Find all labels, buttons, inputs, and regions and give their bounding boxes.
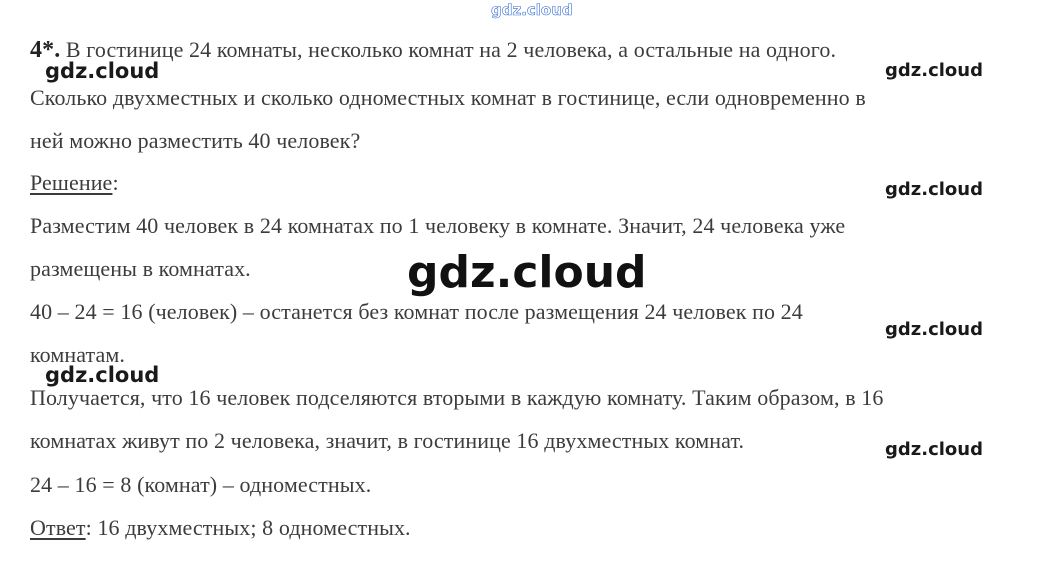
- watermark-top: gdz.cloud: [491, 1, 573, 19]
- watermark-right-3: gdz.cloud: [885, 319, 983, 340]
- answer-text: : 16 двухместных; 8 одноместных.: [85, 515, 411, 540]
- solution-heading-label: Решение: [30, 170, 113, 195]
- problem-text-1: В гостинице 24 комнаты, несколько комнат на 2 человека, а остальные на одного.: [60, 37, 837, 62]
- watermark-left-2: gdz.cloud: [45, 363, 160, 387]
- problem-number: 4*.: [30, 37, 61, 63]
- watermark-center: gdz.cloud: [407, 247, 647, 298]
- problem-line-3: ней можно разместить 40 человек?: [30, 128, 361, 153]
- answer-label: Ответ: [30, 515, 86, 540]
- solution-heading: [30, 170, 119, 196]
- solution-line-5: Получается, что 16 человек подселяются вторыми в каждую комнату. Таким образом, в 16: [30, 385, 884, 410]
- solution-heading-colon: :: [112, 170, 119, 195]
- watermark-right-4: gdz.cloud: [885, 439, 983, 460]
- watermark-left-1: gdz.cloud: [45, 59, 160, 83]
- solution-line-1: Разместим 40 человек в 24 комнатах по 1 человеку в комнате. Значит, 24 человека уже: [30, 213, 846, 238]
- answer-line: [30, 515, 411, 541]
- solution-line-2: размещены в комнатах.: [30, 256, 251, 281]
- watermark-right-2: gdz.cloud: [885, 179, 983, 200]
- watermark-right-1: gdz.cloud: [885, 60, 983, 81]
- problem-line-2: Сколько двухместных и сколько одноместных комнат в гостинице, если одновременно в: [30, 85, 866, 110]
- solution-line-7: 24 – 16 = 8 (комнат) – одноместных.: [30, 472, 372, 497]
- solution-line-3: 40 – 24 = 16 (человек) – останется без комнат после размещения 24 человек по 24: [30, 299, 803, 324]
- solution-line-6: комнатах живут по 2 человека, значит, в гостинице 16 двухместных комнат.: [30, 428, 745, 453]
- solution-line-4: комнатам.: [30, 342, 126, 367]
